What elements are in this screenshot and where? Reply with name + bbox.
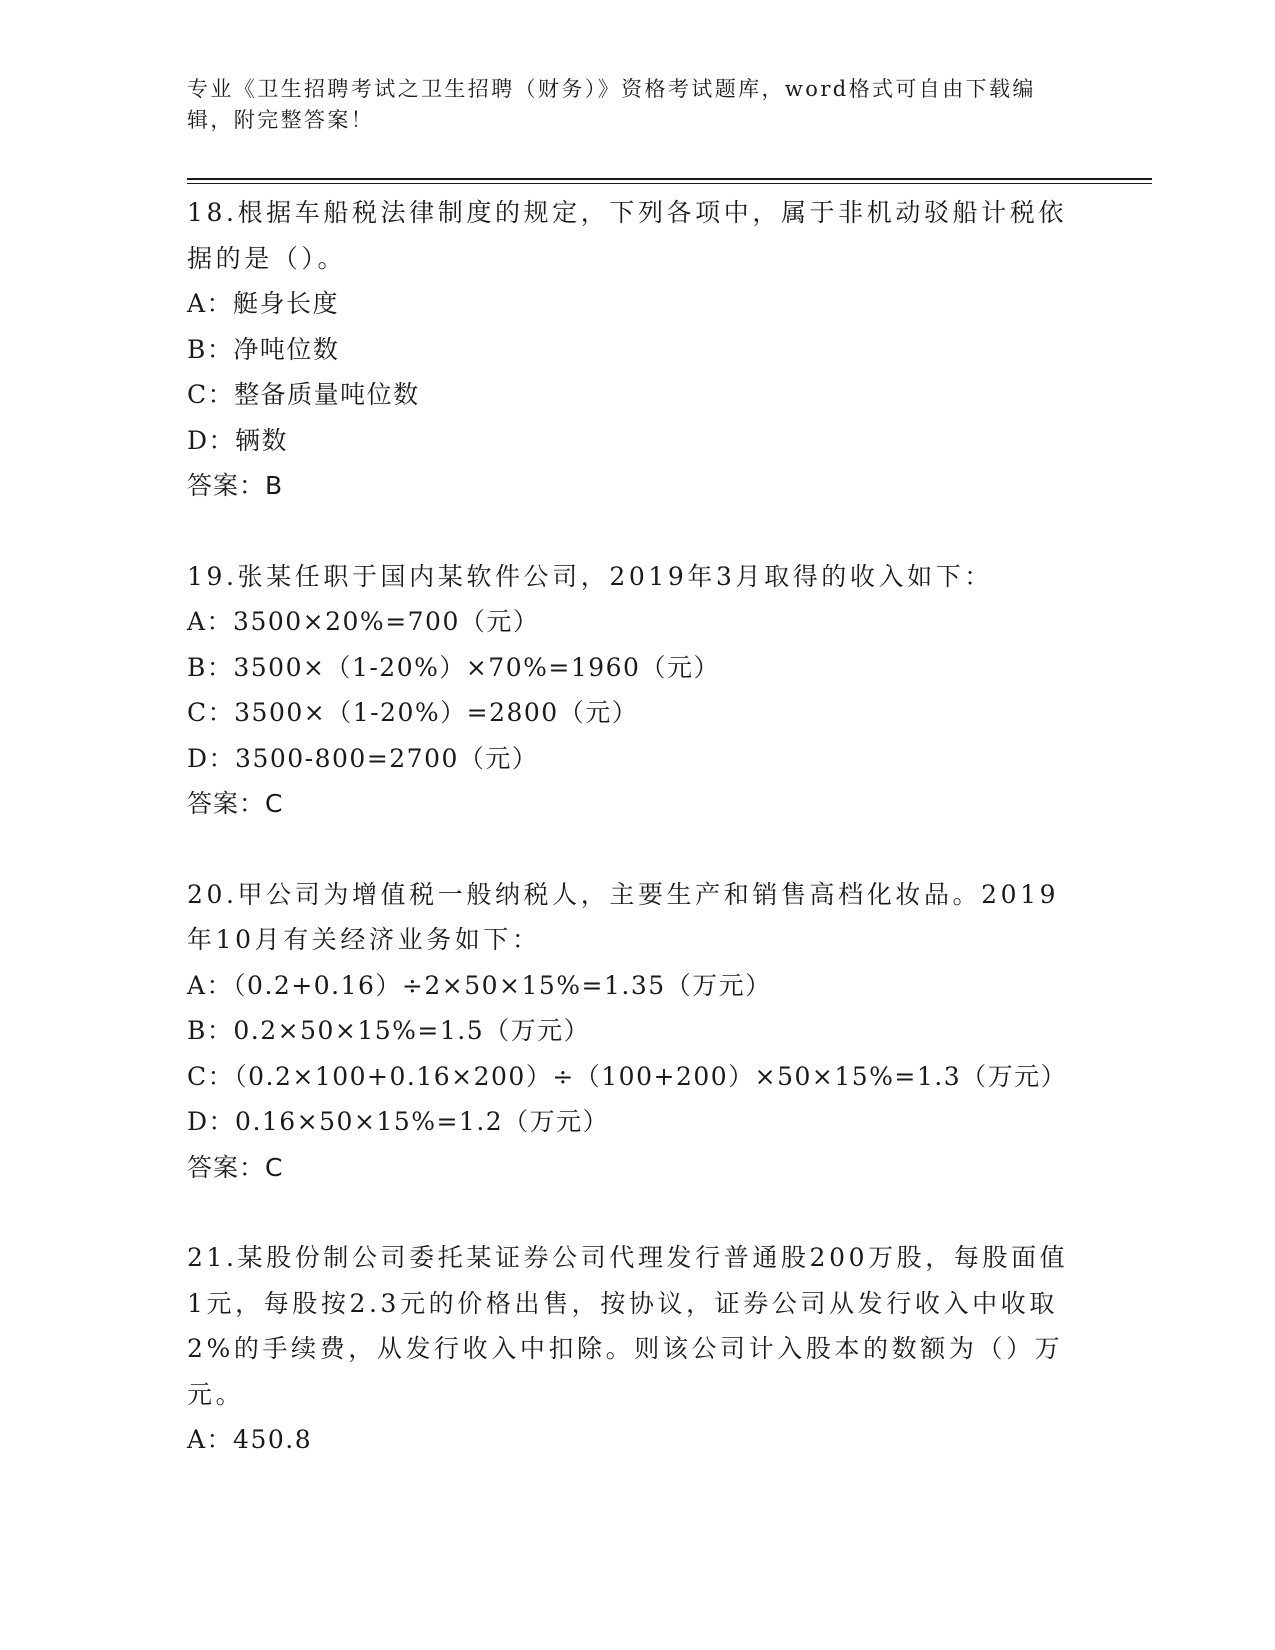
question-19 (187, 554, 1087, 827)
option-d: D：辆数 (187, 425, 289, 455)
option-c: C：3500×（1-20%）=2800（元） (187, 698, 639, 727)
option-b: B：3500×（1-20%）×70%=1960（元） (187, 652, 720, 682)
answer-label: 答案：B (187, 471, 284, 500)
option-a: A：（0.2+0.16）÷2×50×15%=1.35（万元） (187, 970, 772, 1000)
answer-label: 答案：C (187, 1152, 284, 1182)
question-stem: 18.根据车船税法律制度的规定，下列各项中，属于非机动驳船计税依据的是（）。 (187, 198, 1067, 273)
question-21 (187, 1235, 1087, 1463)
option-b: B：净吨位数 (187, 334, 340, 364)
header-rule-thick (187, 178, 1152, 180)
option-a: A：3500×20%=700（元） (187, 607, 540, 636)
option-b: B：0.2×50×15%=1.5（万元） (187, 1016, 591, 1045)
question-20 (187, 872, 1087, 1191)
header-rule-thin (187, 183, 1152, 184)
option-a: A：艇身长度 (187, 289, 340, 318)
answer-label: 答案：C (187, 789, 284, 818)
option-d: D：3500-800=2700（元） (187, 743, 539, 773)
question-stem: 19.张某任职于国内某软件公司，2019年3月取得的收入如下： (187, 561, 993, 591)
option-c: C：整备质量吨位数 (187, 380, 420, 409)
question-stem: 20.甲公司为增值税一般纳税人，主要生产和销售高档化妆品。2019年10月有关经济业务如下： (187, 879, 1060, 954)
question-stem: 21.某股份制公司委托某证券公司代理发行普通股200万股，每股面值1元，每股按2.3元的价格出售，按协议，证券公司从发行收入中收取2%的手续费，从发行收入中扣除。则该公司计入股本的数额为（）万元。 (187, 1243, 1069, 1409)
document-header-intro: 专业《卫生招聘考试之卫生招聘（财务）》资格考试题库，word格式可自由下载编辑，附完整答案！ (187, 77, 1036, 132)
option-c: C：（0.2×100+0.16×200）÷（100+200）×50×15%=1.3（万元） (187, 1061, 1068, 1091)
option-a: A：450.8 (187, 1425, 313, 1454)
question-18 (187, 190, 1087, 509)
option-d: D：0.16×50×15%=1.2（万元） (187, 1107, 610, 1136)
question-list (187, 190, 1087, 1508)
